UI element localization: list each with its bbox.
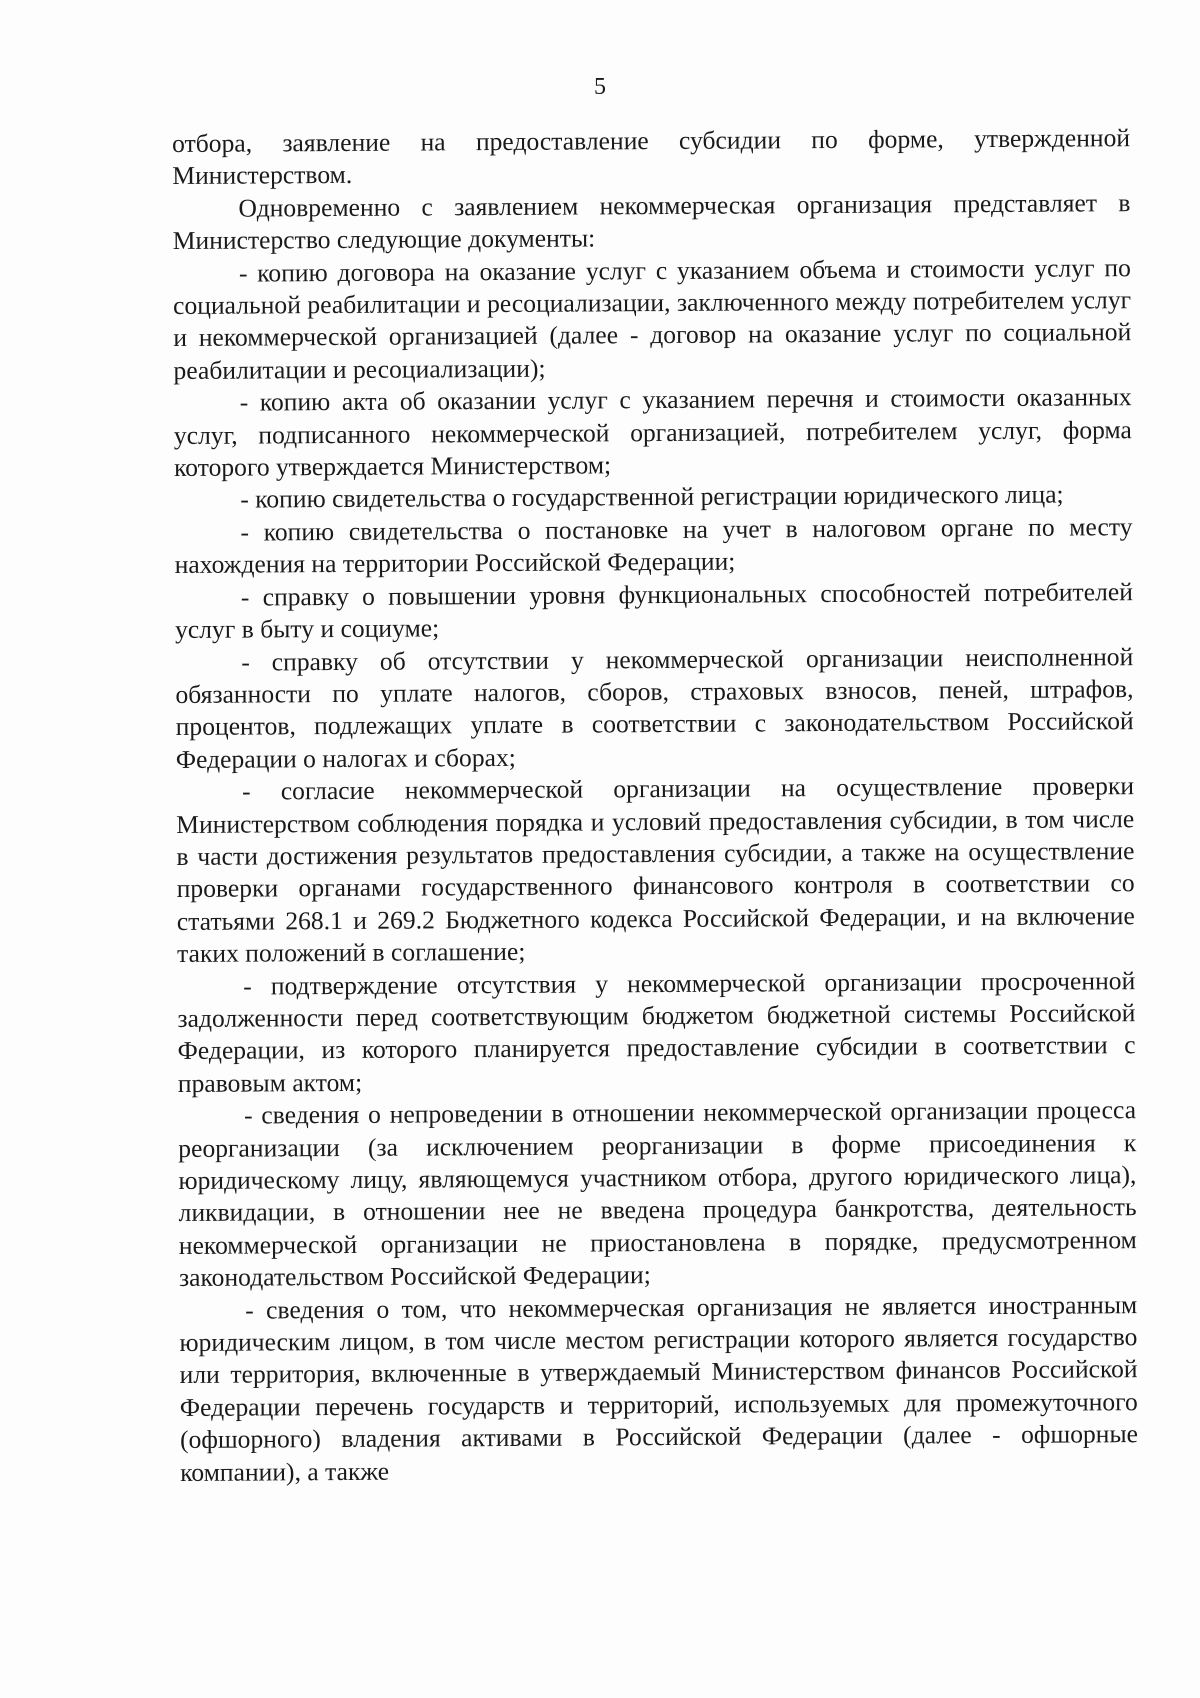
list-item: - копию свидетельства о постановке на учет в налоговом органе по месту нахождения на территории Российской Федерации; — [174, 512, 1133, 580]
list-item: - копию договора на оказание услуг с указанием объема и стоимости услуг по социальной реабилитации и ресоциализации, заключенного между потребителем услуг и некоммерческой организацией (далее - договор на оказание услуг по социальной реабилитации и ресоциализации); — [172, 252, 1132, 385]
document-body — [172, 122, 1138, 1489]
list-item: - справку о повышении уровня функциональных способностей потребителей услуг в быту и социуме; — [174, 576, 1133, 645]
list-item: - сведения о том, что некоммерческая организация не является иностранным юридическим лицом, в том числе местом регистрации которого является государство или территория, включенные в утверждаемый Министерством финансов Российской Федерации перечень государств и территорий, используемых для промежуточного (офшорного) владения активами в Российской Федерации (далее - офшорные компании), а также — [179, 1289, 1139, 1487]
list-item: - сведения о непроведении в отношении некоммерческой организации процесса реорганизации (за исключением реорганизации в форме присоединения к юридическому лицу, являющемуся участником отбора, другого юридического лица), ликвидации, в отношении нее не введена процедура банкротства, деятельность некоммерческой организации не приостановлена в порядке, предусмотренном законодательством Российской Федерации; — [178, 1095, 1137, 1293]
paragraph-continuation: отбора, заявление на предоставление субсидии по форме, утвержденной Министерством. — [172, 123, 1131, 191]
list-item: - согласие некоммерческой организации на осуществление проверки Министерством соблюдения порядка и условий предоставления субсидии, в том числе в части достижения результатов предоставления субсидии, а также на осуществление проверки органами государственного финансового контроля в соответствии со статьями 268.1 и 269.2 Бюджетного кодекса Российской Федерации, и на включение таких положений в соглашение; — [176, 771, 1135, 969]
list-item: - подтверждение отсутствия у некоммерческой организации просроченной задолженности перед соответствующим бюджетом бюджетной системы Российской Федерации, из которого планируется предоставление субсидии в соответствии с правовым актом; — [177, 965, 1136, 1098]
list-item: - копию акта об оказании услуг с указанием перечня и стоимости оказанных услуг, подписанного некоммерческой организацией, потребителем услуг, форма которого утверждается Министерством; — [173, 382, 1132, 483]
paragraph-intro: Одновременно с заявлением некоммерческая организация представляет в Министерство следующие документы: — [172, 187, 1131, 256]
list-item: - справку об отсутствии у некоммерческой организации неисполненной обязанности по уплате налогов, сборов, страховых взносов, пеней, штрафов, процентов, подлежащих уплате в соответствии с законодательством Российской Федерации о налогах и сборах; — [175, 641, 1134, 774]
page-number: 5 — [594, 74, 606, 100]
list-item: - копию свидетельства о государственной регистрации юридического лица; — [240, 480, 1064, 515]
